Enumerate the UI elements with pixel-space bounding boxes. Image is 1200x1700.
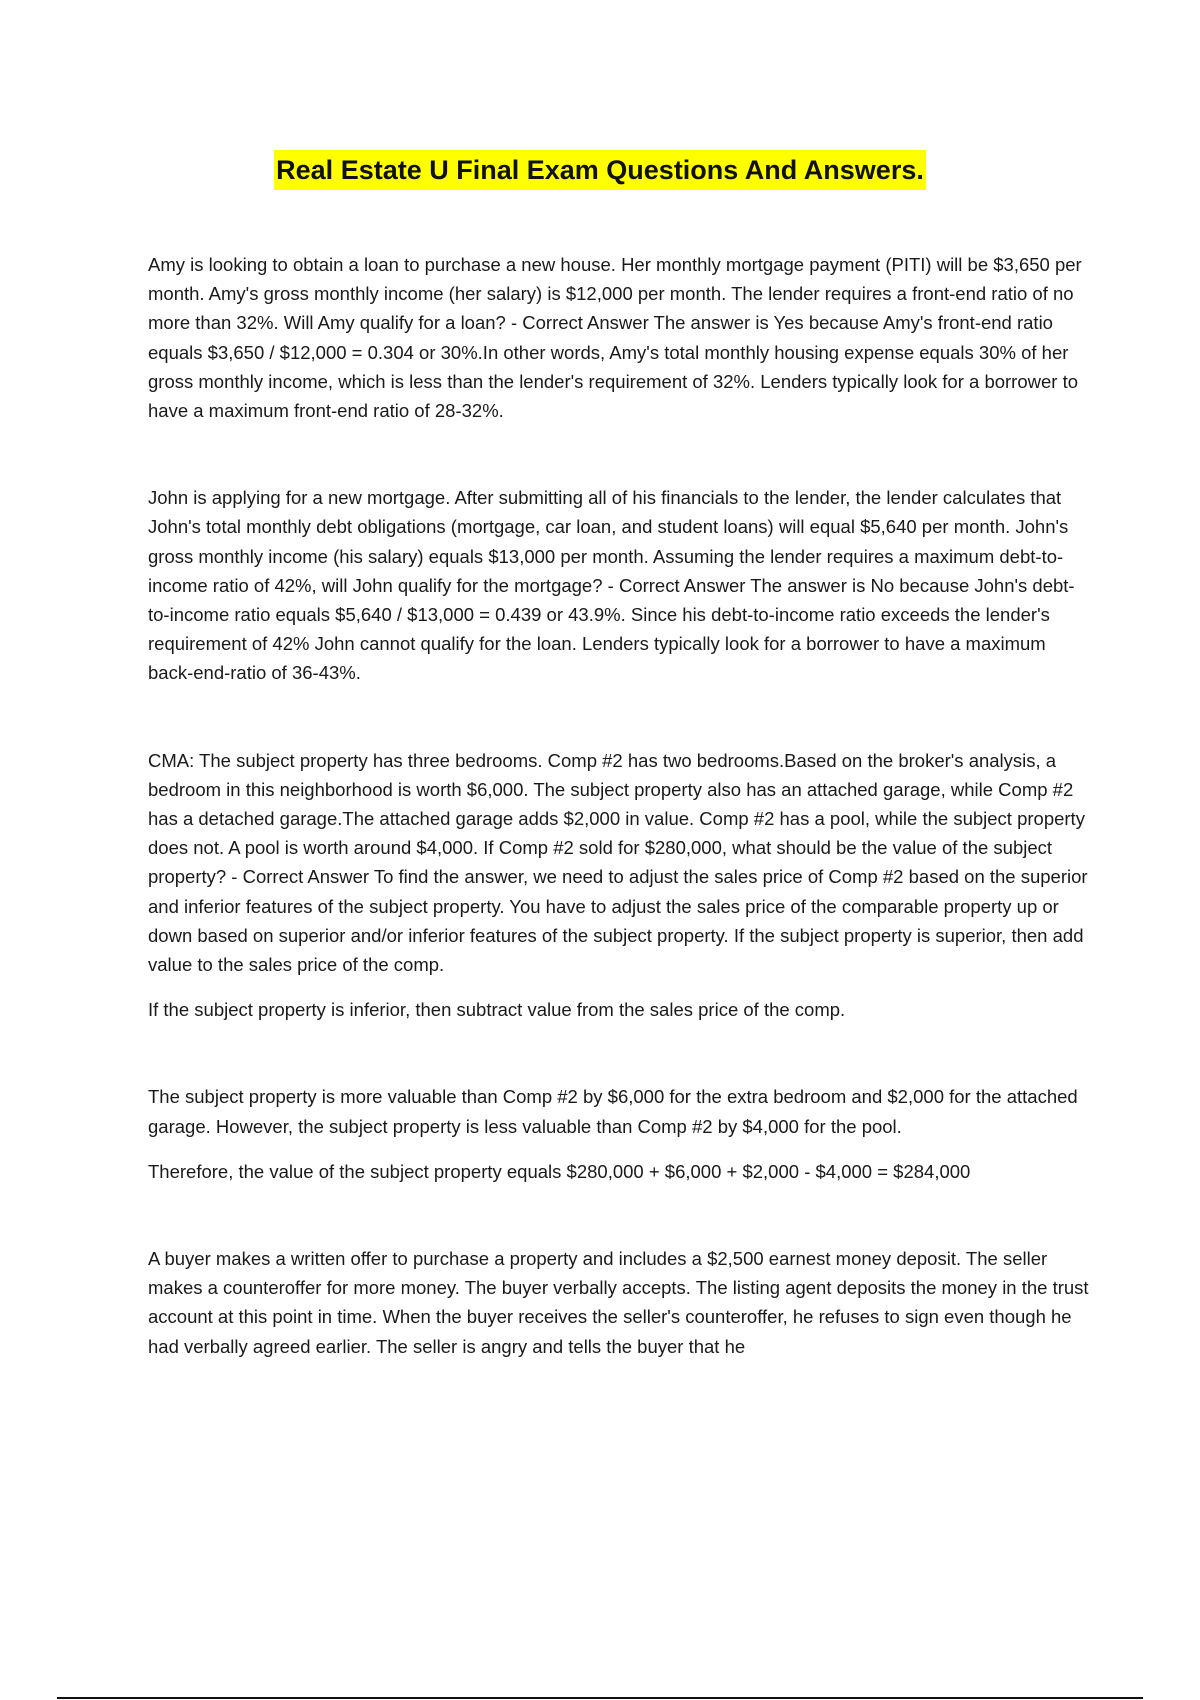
title-container — [0, 150, 1200, 190]
paragraph-debt-to-income: John is applying for a new mortgage. After submitting all of his financials to the lender, the lender calculates that John's total monthly debt obligations (mortgage, car loan, and student loans) will equal $5,640 per month. John's gross monthly income (his salary) equals $13,000 per month. Assuming the lender requires a maximum debt-to-income ratio of 42%, will John qualify for the mortgage? - Correct Answer The answer is No because John's debt-to-income ratio equals $5,640 / $13,000 = 0.439 or 43.9%. Since his debt-to-income ratio exceeds the lender's requirement of 42% John cannot qualify for the loan. Lenders typically look for a borrower to have a maximum back-end-ratio of 36-43%. — [148, 487, 1075, 684]
paragraph-front-end-ratio: Amy is looking to obtain a loan to purchase a new house. Her monthly mortgage payment (PITI) will be $3,650 per month. Amy's gross monthly income (her salary) is $12,000 per month. The lender requires a front-end ratio of no more than 32%. Will Amy qualify for a loan? - Correct Answer The answer is Yes because Amy's front-end ratio equals $3,650 / $12,000 = 0.304 or 30%.In other words, Amy's total monthly housing expense equals 30% of her gross monthly income, which is less than the lender's requirement of 32%. Lenders typically look for a borrower to have a maximum front-end ratio of 28-32%. — [148, 254, 1082, 422]
paragraph-spacer — [148, 1141, 1093, 1157]
paragraph-spacer — [148, 688, 1093, 746]
paragraph-cma-inferior: If the subject property is inferior, then subtract value from the sales price of the comp. — [148, 999, 846, 1021]
paragraph-spacer — [148, 425, 1093, 483]
paragraph-earnest-money: A buyer makes a written offer to purchase a property and includes a $2,500 earnest money deposit. The seller makes a counteroffer for more money. The buyer verbally accepts. The listing agent deposits the money in the trust account at this point in time. When the buyer receives the seller's counteroffer, he refuses to sign even though he had verbally agreed earlier. The seller is angry and tells the buyer that he — [148, 1248, 1089, 1357]
paragraph-spacer — [148, 1186, 1093, 1244]
page-title: Real Estate U Final Exam Questions And Answers. — [274, 150, 926, 190]
paragraph-spacer — [148, 1024, 1093, 1082]
paragraph-cma-question: CMA: The subject property has three bedrooms. Comp #2 has two bedrooms.Based on the broker's analysis, a bedroom in this neighborhood is worth $6,000. The subject property also has an attached garage, while Comp #2 has a detached garage.The attached garage adds $2,000 in value. Comp #2 has a pool, while the subject property does not. A pool is worth around $4,000. If Comp #2 sold for $280,000, what should be the value of the subject property? - Correct Answer To find the answer, we need to adjust the sales price of Comp #2 based on the superior and inferior features of the subject property. You have to adjust the sales price of the comparable property up or down based on superior and/or inferior features of the subject property. If the subject property is superior, then add value to the sales price of the comp. — [148, 749, 1088, 976]
document-body — [148, 250, 1093, 1361]
paragraph-cma-comparison: The subject property is more valuable than Comp #2 by $6,000 for the extra bedroom and $2,000 for the attached garage. However, the subject property is less valuable than Comp #2 by $4,000 for the pool. — [148, 1086, 1078, 1137]
bottom-divider — [57, 1697, 1143, 1699]
paragraph-cma-result: Therefore, the value of the subject property equals $280,000 + $6,000 + $2,000 - $4,000 = $284,000 — [148, 1160, 971, 1182]
paragraph-spacer — [148, 979, 1093, 995]
